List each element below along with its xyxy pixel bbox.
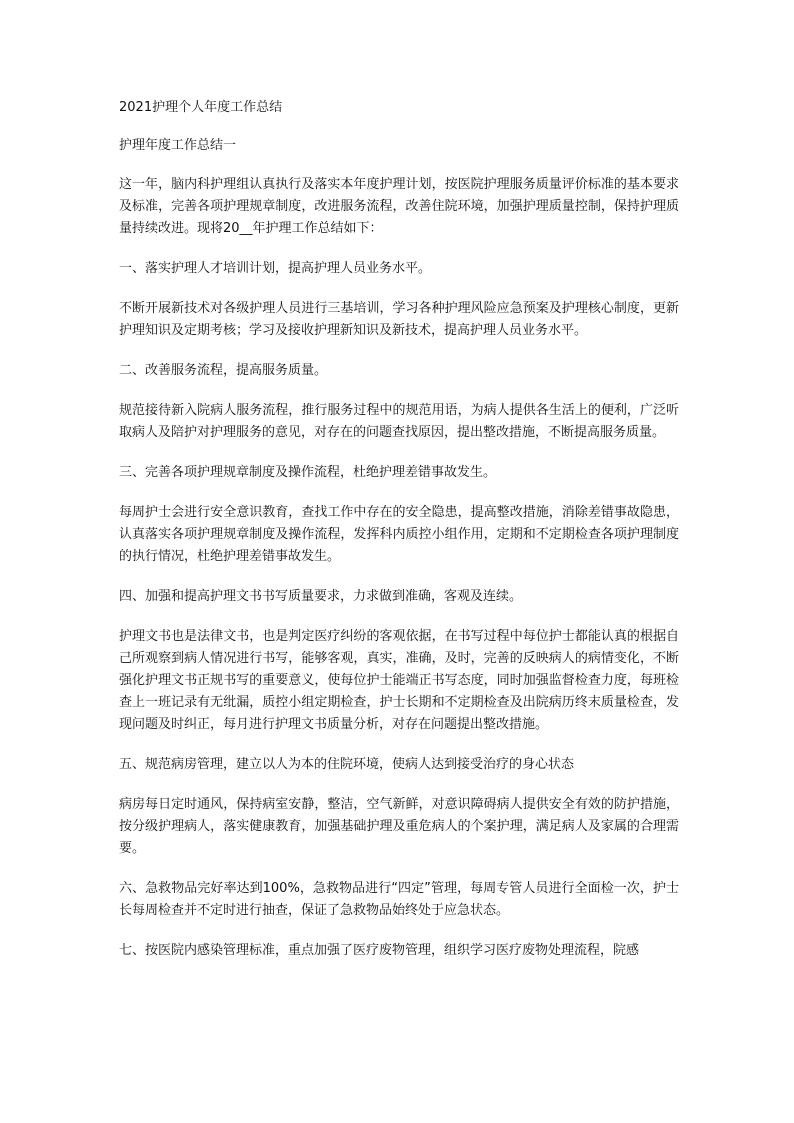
- section-body-1: 不断开展新技术对各级护理人员进行三基培训，学习各种护理风险应急预案及护理核心制度，更新护理知识及定期考核；学习及接收护理新知识及新技术，提高护理人员业务水平。: [119, 301, 679, 338]
- section-7: 七、按医院内感染管理标准，重点加强了医疗废物管理，组织学习医疗废物处理流程，院感: [119, 943, 640, 958]
- section-body-2: 规范接待新入院病人服务流程，推行服务过程中的规范用语，为病人提供各生活上的便利，广泛听取病人及陪护对护理服务的意见，对存在的问题查找原因，提出整改措施，不断提高服务质量。: [119, 403, 679, 440]
- section-heading-4: 四、加强和提高护理文书书写质量要求，力求做到准确，客观及连续。: [119, 589, 523, 604]
- intro-paragraph: 这一年，脑内科护理组认真执行及落实本年度护理计划，按医院护理服务质量评价标准的基本要求及标准，完善各项护理规章制度，改进服务流程，改善住院环境，加强护理质量控制，保持护理质量持续改进。现将20__年护理工作总结如下：: [119, 177, 679, 236]
- section-body-5: 病房每日定时通风，保持病室安静，整洁，空气新鲜，对意识障碍病人提供安全有效的防护措施，按分级护理病人，落实健康教育，加强基础护理及重危病人的个案护理，满足病人及家属的合理需要。: [119, 797, 679, 856]
- document-title: 2021护理个人年度工作总结: [119, 100, 283, 115]
- section-body-4: 护理文书也是法律文书，也是判定医疗纠纷的客观依据，在书写过程中每位护士都能认真的根据自己所观察到病人情况进行书写，能够客观，真实，准确，及时，完善的反映病人的病情变化，不断强化护理文书正规书写的重要意义，使每位护士能端正书写态度，同时加强监督检查力度，每班检查上一班记录有无纰漏，质控小组定期检查，护士长期和不定期检查及出院病历终末质量检查，发现问题及时纠正，每月进行护理文书质量分析，对存在问题提出整改措施。: [119, 629, 679, 732]
- document-page: [119, 98, 679, 980]
- document-subtitle: 护理年度工作总结一: [119, 138, 237, 153]
- section-heading-3: 三、完善各项护理规章制度及操作流程，杜绝护理差错事故发生。: [119, 465, 497, 480]
- section-6: 六、急救物品完好率达到100%，急救物品进行“四定”管理，每周专管人员进行全面检一次，护士长每周检查并不定时进行抽查，保证了急救物品始终处于应急状态。: [119, 881, 679, 918]
- section-heading-1: 一、落实护理人才培训计划，提高护理人员业务水平。: [119, 261, 432, 276]
- section-heading-5: 五、规范病房管理，建立以人为本的住院环境，使病人达到接受治疗的身心状态: [119, 757, 575, 772]
- section-body-3: 每周护士会进行安全意识教育，查找工作中存在的安全隐患，提高整改措施，消除差错事故隐患，认真落实各项护理规章制度及操作流程，发挥科内质控小组作用，定期和不定期检查各项护理制度的执行情况，杜绝护理差错事故发生。: [119, 505, 679, 564]
- section-heading-2: 二、改善服务流程，提高服务质量。: [119, 363, 328, 378]
